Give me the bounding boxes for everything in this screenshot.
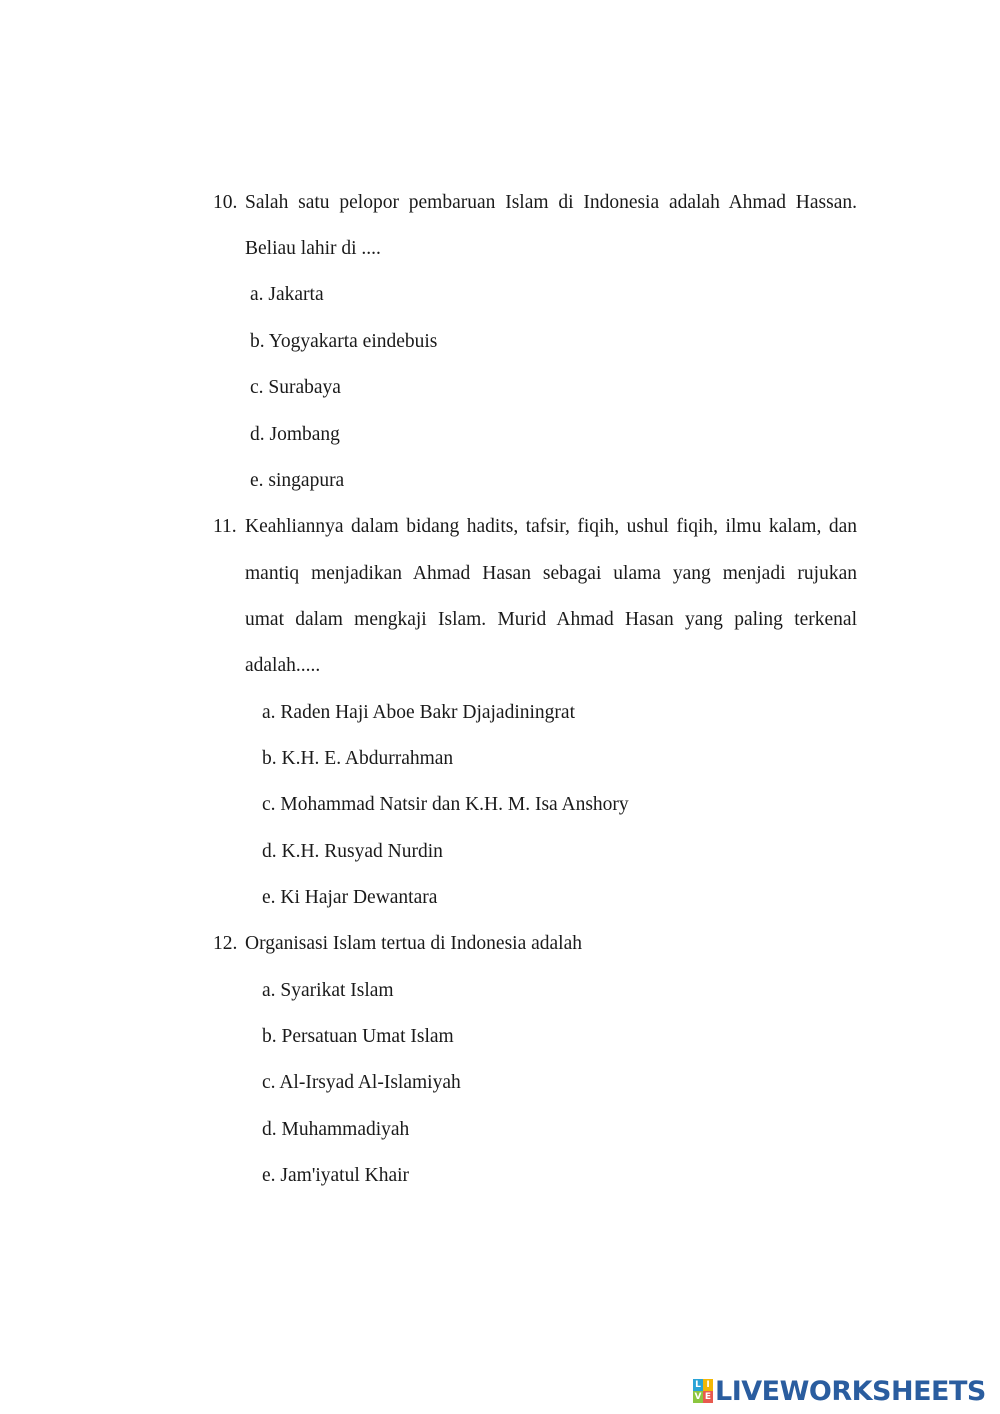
answer-option[interactable]: c. Al-Irsyad Al-Islamiyah	[262, 1072, 461, 1093]
answer-option[interactable]: b. Yogyakarta eindebuis	[250, 331, 438, 352]
question-text-line: Organisasi Islam tertua di Indonesia adalah	[245, 933, 582, 954]
answer-option[interactable]: e. Jam'iyatul Khair	[262, 1165, 410, 1186]
answer-option[interactable]: b. Persatuan Umat Islam	[262, 1026, 454, 1047]
answer-option[interactable]: d. Muhammadiyah	[262, 1119, 410, 1140]
question-text-line: mantiq menjadikan Ahmad Hasan sebagai ulama yang menjadi rujukan	[245, 563, 857, 584]
question-text-line: Keahliannya dalam bidang hadits, tafsir, fiqih, ushul fiqih, ilmu kalam, dan	[245, 516, 857, 537]
question-text-line: adalah.....	[245, 655, 321, 676]
question-number: 11.	[213, 516, 237, 537]
answer-option[interactable]: a. Raden Haji Aboe Bakr Djajadiningrat	[262, 702, 575, 723]
answer-option[interactable]: a. Syarikat Islam	[262, 980, 394, 1001]
answer-option[interactable]: c. Surabaya	[250, 377, 341, 398]
answer-option[interactable]: c. Mohammad Natsir dan K.H. M. Isa Anshory	[262, 794, 629, 815]
answer-option[interactable]: e. singapura	[250, 470, 345, 491]
question-text-line: Salah satu pelopor pembaruan Islam di Indonesia adalah Ahmad Hassan.	[245, 192, 857, 213]
logo-text: LIVEWORKSHEETS	[715, 1375, 986, 1407]
logo-mark-icon: L I V E	[694, 1380, 712, 1402]
answer-option[interactable]: e. Ki Hajar Dewantara	[262, 887, 438, 908]
answer-option[interactable]: b. K.H. E. Abdurrahman	[262, 748, 454, 769]
answer-option[interactable]: d. Jombang	[250, 424, 340, 445]
question-number: 12.	[213, 933, 238, 954]
question-number: 10.	[213, 192, 238, 213]
question-text-line: umat dalam mengkaji Islam. Murid Ahmad Hasan yang paling terkenal	[245, 609, 857, 630]
liveworksheets-logo[interactable]	[693, 1374, 986, 1408]
question-text-line: Beliau lahir di ....	[245, 238, 381, 259]
answer-option[interactable]: d. K.H. Rusyad Nurdin	[262, 841, 443, 862]
answer-option[interactable]: a. Jakarta	[250, 284, 324, 305]
